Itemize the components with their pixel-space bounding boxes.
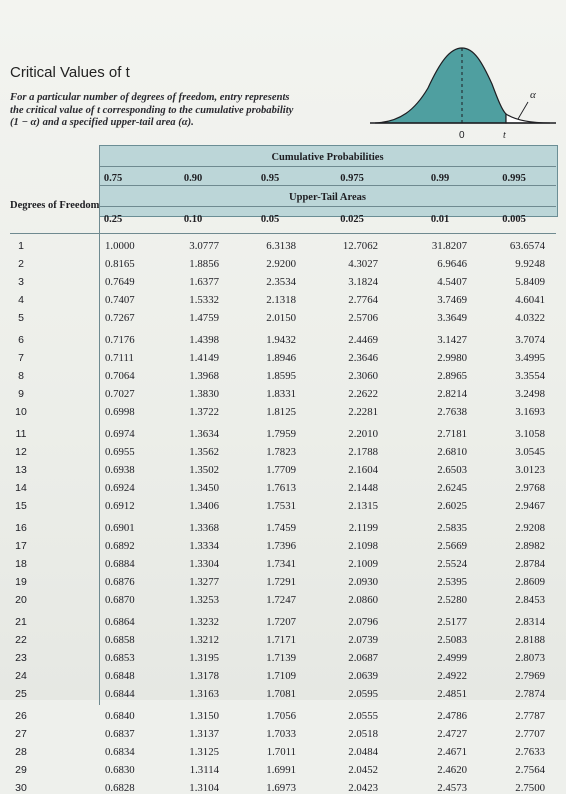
critical-value-cell: 0.6840: [105, 710, 135, 722]
critical-value-cell: 1.7396: [266, 540, 296, 553]
critical-value-cell: 1.3562: [189, 446, 219, 459]
critical-value-cell: 1.3212: [189, 634, 219, 647]
critical-value-cell: 0.6912: [105, 500, 135, 513]
critical-value-cell: 2.4671: [437, 746, 467, 759]
critical-value-cell: 2.5280: [437, 594, 467, 607]
critical-value-cell: 2.0860: [348, 594, 378, 607]
critical-value-cell: 0.7064: [105, 370, 135, 383]
critical-value-cell: 0.6830: [105, 764, 135, 777]
critical-value-cell: 0.8165: [105, 258, 135, 271]
critical-value-cell: 1.7081: [266, 688, 296, 701]
df-value: 21: [15, 616, 27, 628]
critical-value-cell: 0.6858: [105, 634, 135, 647]
df-value: 28: [15, 746, 27, 759]
upper-tail-label: 0.10: [183, 214, 203, 225]
critical-value-cell: 1.7247: [266, 594, 296, 607]
df-value: 23: [15, 652, 27, 665]
critical-value-cell: 4.6041: [515, 294, 545, 307]
critical-value-cell: 0.6924: [105, 482, 135, 495]
cumulative-prob-label: 0.99: [430, 173, 450, 184]
critical-value-cell: 2.1098: [348, 540, 378, 553]
df-value: 3: [18, 276, 24, 289]
critical-value-cell: 2.1448: [348, 482, 378, 495]
critical-value-cell: 1.0000: [105, 240, 135, 252]
critical-value-cell: 2.4573: [437, 782, 467, 794]
table-description: [10, 92, 330, 130]
critical-value-cell: 4.3027: [348, 258, 378, 271]
upper-tail-label: 0.005: [502, 214, 526, 225]
critical-value-cell: 2.6503: [437, 464, 467, 477]
critical-value-cell: 6.3138: [266, 240, 296, 252]
critical-value-cell: 1.3406: [189, 500, 219, 513]
critical-value-cell: 1.3137: [189, 728, 219, 741]
rule: [99, 206, 556, 207]
critical-value-cell: 2.5395: [437, 576, 467, 589]
critical-value-cell: 1.8946: [266, 352, 296, 365]
df-value: 27: [15, 728, 27, 741]
critical-value-cell: 0.7027: [105, 388, 135, 401]
critical-value-cell: 1.7959: [266, 428, 296, 440]
df-value: 1: [18, 240, 24, 252]
critical-value-cell: 3.0777: [189, 240, 219, 252]
critical-value-cell: 2.8214: [437, 388, 467, 401]
critical-value-cell: 0.7267: [105, 312, 135, 325]
critical-value-cell: 1.3195: [189, 652, 219, 665]
critical-value-cell: 2.6810: [437, 446, 467, 459]
upper-tail-label: 0.05: [260, 214, 280, 225]
critical-value-cell: 2.6245: [437, 482, 467, 495]
critical-value-cell: 2.7764: [348, 294, 378, 307]
critical-value-cell: 2.7874: [515, 688, 545, 701]
critical-value-cell: 1.3104: [189, 782, 219, 794]
critical-value-cell: 2.4999: [437, 652, 467, 665]
cumulative-prob-label: 0.995: [502, 173, 526, 184]
critical-value-cell: 1.6377: [189, 276, 219, 289]
critical-value-cell: 1.4149: [189, 352, 219, 365]
critical-value-cell: 1.7291: [266, 576, 296, 589]
critical-value-cell: 1.6991: [266, 764, 296, 777]
critical-value-cell: 0.6998: [105, 406, 135, 419]
critical-value-cell: 3.1824: [348, 276, 378, 289]
critical-value-cell: 2.9208: [515, 522, 545, 534]
critical-value-cell: 1.4759: [189, 312, 219, 325]
critical-value-cell: 2.5706: [348, 312, 378, 325]
critical-value-cell: 1.3277: [189, 576, 219, 589]
critical-value-cell: 2.8609: [515, 576, 545, 589]
df-value: 20: [15, 594, 27, 607]
df-value: 29: [15, 764, 27, 777]
critical-value-cell: 1.3722: [189, 406, 219, 419]
df-value: 15: [15, 500, 27, 513]
rule: [99, 145, 100, 705]
critical-value-cell: 2.8982: [515, 540, 545, 553]
critical-value-cell: 3.1058: [515, 428, 545, 440]
critical-value-cell: 2.3060: [348, 370, 378, 383]
critical-value-cell: 1.7011: [266, 746, 296, 759]
critical-value-cell: 3.3554: [515, 370, 545, 383]
critical-value-cell: 0.6870: [105, 594, 135, 607]
critical-value-cell: 0.7407: [105, 294, 135, 307]
rule: [10, 233, 556, 234]
critical-value-cell: 2.0484: [348, 746, 378, 759]
cumulative-probabilities-header: Cumulative Probabilities: [271, 152, 384, 163]
critical-value-cell: 2.3646: [348, 352, 378, 365]
critical-value-cell: 3.7074: [515, 334, 545, 346]
zero-label: 0: [459, 130, 465, 141]
critical-value-cell: 1.3450: [189, 482, 219, 495]
critical-value-cell: 3.1427: [437, 334, 467, 346]
df-value: 4: [18, 294, 24, 307]
critical-value-cell: 2.7638: [437, 406, 467, 419]
df-value: 16: [15, 522, 27, 534]
df-value: 2: [18, 258, 24, 271]
critical-value-cell: 2.7633: [515, 746, 545, 759]
critical-value-cell: 2.1009: [348, 558, 378, 571]
df-header: Degrees of Freedom: [10, 200, 100, 211]
critical-value-cell: 0.6828: [105, 782, 135, 794]
critical-value-cell: 1.7056: [266, 710, 296, 722]
cumulative-prob-label: 0.95: [260, 173, 280, 184]
critical-value-cell: 2.8965: [437, 370, 467, 383]
critical-value-cell: 0.6853: [105, 652, 135, 665]
critical-value-cell: 2.1315: [348, 500, 378, 513]
critical-value-cell: 2.3534: [266, 276, 296, 289]
critical-value-cell: 2.4851: [437, 688, 467, 701]
critical-value-cell: 0.6876: [105, 576, 135, 589]
critical-value-cell: 0.6955: [105, 446, 135, 459]
critical-value-cell: 1.8856: [189, 258, 219, 271]
critical-value-cell: 2.0423: [348, 782, 378, 794]
critical-value-cell: 2.0150: [266, 312, 296, 325]
critical-value-cell: 2.7181: [437, 428, 467, 440]
critical-value-cell: 2.2010: [348, 428, 378, 440]
critical-value-cell: 1.5332: [189, 294, 219, 307]
df-value: 13: [15, 464, 27, 477]
df-value: 18: [15, 558, 27, 571]
df-value: 9: [18, 388, 24, 401]
critical-value-cell: 1.3178: [189, 670, 219, 683]
critical-value-cell: 2.6025: [437, 500, 467, 513]
critical-value-cell: 2.4727: [437, 728, 467, 741]
critical-value-cell: 6.9646: [437, 258, 467, 271]
critical-value-cell: 4.5407: [437, 276, 467, 289]
df-value: 7: [18, 352, 24, 365]
critical-value-cell: 1.7613: [266, 482, 296, 495]
critical-value-cell: 1.7459: [266, 522, 296, 534]
df-value: 25: [15, 688, 27, 701]
critical-value-cell: 1.9432: [266, 334, 296, 346]
critical-value-cell: 2.4469: [348, 334, 378, 346]
critical-value-cell: 1.8125: [266, 406, 296, 419]
critical-value-cell: 1.7171: [266, 634, 296, 647]
df-value: 12: [15, 446, 27, 459]
critical-value-cell: 2.1318: [266, 294, 296, 307]
critical-value-cell: 2.5083: [437, 634, 467, 647]
critical-value-cell: 2.0687: [348, 652, 378, 665]
critical-value-cell: 1.8331: [266, 388, 296, 401]
critical-value-cell: 2.8073: [515, 652, 545, 665]
upper-tail-label: 0.025: [340, 214, 364, 225]
critical-value-cell: 9.9248: [515, 258, 545, 271]
alpha-label: α: [530, 89, 536, 101]
critical-value-cell: 2.5669: [437, 540, 467, 553]
df-value: 8: [18, 370, 24, 383]
critical-value-cell: 2.1199: [348, 522, 378, 534]
df-value: 14: [15, 482, 27, 495]
description-line: (1 − α) and a specified upper-tail area (α).: [10, 117, 194, 128]
critical-value-cell: 3.3649: [437, 312, 467, 325]
df-value: 26: [15, 710, 27, 722]
critical-value-cell: 2.0555: [348, 710, 378, 722]
critical-value-cell: 3.1693: [515, 406, 545, 419]
description-line: For a particular number of degrees of freedom, entry represents: [10, 92, 290, 103]
rule: [99, 166, 556, 167]
critical-value-cell: 0.7649: [105, 276, 135, 289]
critical-value-cell: 5.8409: [515, 276, 545, 289]
critical-value-cell: 2.8453: [515, 594, 545, 607]
critical-value-cell: 2.9768: [515, 482, 545, 495]
df-value: 30: [15, 782, 27, 794]
critical-value-cell: 2.5177: [437, 616, 467, 628]
critical-value-cell: 2.7787: [515, 710, 545, 722]
critical-value-cell: 2.4620: [437, 764, 467, 777]
df-value: 6: [18, 334, 24, 346]
critical-value-cell: 0.6901: [105, 522, 135, 534]
upper-tail-areas-header: Upper-Tail Areas: [289, 192, 366, 203]
critical-value-cell: 2.8314: [515, 616, 545, 628]
df-value: 11: [15, 428, 27, 440]
cumulative-prob-label: 0.75: [103, 173, 123, 184]
df-value: 24: [15, 670, 27, 683]
critical-value-cell: 31.8207: [431, 240, 467, 252]
critical-value-cell: 1.3150: [189, 710, 219, 722]
critical-value-cell: 1.3968: [189, 370, 219, 383]
df-value: 19: [15, 576, 27, 589]
critical-value-cell: 2.0452: [348, 764, 378, 777]
critical-value-cell: 2.8188: [515, 634, 545, 647]
critical-value-cell: 2.0739: [348, 634, 378, 647]
critical-value-cell: 2.0930: [348, 576, 378, 589]
critical-value-cell: 2.7707: [515, 728, 545, 741]
df-value: 22: [15, 634, 27, 647]
critical-value-cell: 1.7341: [266, 558, 296, 571]
critical-value-cell: 2.9980: [437, 352, 467, 365]
critical-value-cell: 1.7109: [266, 670, 296, 683]
critical-value-cell: 2.1604: [348, 464, 378, 477]
critical-value-cell: 2.4786: [437, 710, 467, 722]
critical-value-cell: 2.9467: [515, 500, 545, 513]
critical-value-cell: 1.3368: [189, 522, 219, 534]
critical-value-cell: 2.5524: [437, 558, 467, 571]
critical-value-cell: 2.5835: [437, 522, 467, 534]
df-value: 5: [18, 312, 24, 325]
critical-value-cell: 1.7139: [266, 652, 296, 665]
critical-value-cell: 0.7176: [105, 334, 135, 346]
cumulative-prob-label: 0.90: [183, 173, 203, 184]
critical-value-cell: 2.8784: [515, 558, 545, 571]
critical-value-cell: 1.4398: [189, 334, 219, 346]
cumulative-prob-label: 0.975: [340, 173, 364, 184]
rule: [99, 185, 556, 186]
critical-value-cell: 0.6938: [105, 464, 135, 477]
critical-value-cell: 0.6837: [105, 728, 135, 741]
critical-value-cell: 0.6892: [105, 540, 135, 553]
critical-value-cell: 2.2281: [348, 406, 378, 419]
critical-value-cell: 12.7062: [342, 240, 378, 252]
critical-value-cell: 2.9200: [266, 258, 296, 271]
critical-value-cell: 0.6848: [105, 670, 135, 683]
critical-value-cell: 2.0518: [348, 728, 378, 741]
critical-value-cell: 1.7823: [266, 446, 296, 459]
critical-value-cell: 1.3163: [189, 688, 219, 701]
critical-value-cell: 2.0639: [348, 670, 378, 683]
critical-value-cell: 2.2622: [348, 388, 378, 401]
critical-value-cell: 3.2498: [515, 388, 545, 401]
description-line: the critical value of t corresponding to the cumulative probability: [10, 104, 294, 116]
critical-value-cell: 1.3125: [189, 746, 219, 759]
upper-tail-label: 0.01: [430, 214, 450, 225]
page-title: Critical Values of t: [10, 64, 130, 81]
critical-value-cell: 2.7969: [515, 670, 545, 683]
upper-tail-label: 0.25: [103, 214, 123, 225]
critical-value-cell: 2.4922: [437, 670, 467, 683]
t-distribution-curve-icon: [370, 40, 556, 145]
df-value: 10: [15, 406, 27, 419]
critical-value-cell: 1.7033: [266, 728, 296, 741]
critical-value-cell: 63.6574: [509, 240, 545, 252]
critical-value-cell: 2.0595: [348, 688, 378, 701]
critical-value-cell: 2.1788: [348, 446, 378, 459]
critical-value-cell: 4.0322: [515, 312, 545, 325]
critical-value-cell: 1.3253: [189, 594, 219, 607]
critical-value-cell: 1.3634: [189, 428, 219, 440]
critical-value-cell: 1.6973: [266, 782, 296, 794]
critical-value-cell: 1.3232: [189, 616, 219, 628]
critical-value-cell: 0.6834: [105, 746, 135, 759]
df-value: 17: [15, 540, 27, 553]
critical-value-cell: 3.4995: [515, 352, 545, 365]
critical-value-cell: 0.6864: [105, 616, 135, 628]
critical-value-cell: 1.8595: [266, 370, 296, 383]
critical-value-cell: 3.0123: [515, 464, 545, 477]
critical-value-cell: 0.7111: [105, 352, 134, 365]
critical-value-cell: 2.7564: [515, 764, 545, 777]
critical-value-cell: 1.3114: [189, 764, 219, 777]
critical-value-cell: 0.6974: [105, 428, 135, 440]
critical-value-cell: 2.0796: [348, 616, 378, 628]
critical-value-cell: 3.7469: [437, 294, 467, 307]
critical-value-cell: 0.6884: [105, 558, 135, 571]
critical-value-cell: 1.7207: [266, 616, 296, 628]
critical-value-cell: 1.7709: [266, 464, 296, 477]
critical-value-cell: 1.7531: [266, 500, 296, 513]
critical-value-cell: 1.3502: [189, 464, 219, 477]
critical-value-cell: 0.6844: [105, 688, 135, 701]
t-label: t: [503, 130, 506, 141]
critical-value-cell: 1.3334: [189, 540, 219, 553]
critical-value-cell: 2.7500: [515, 782, 545, 794]
critical-value-cell: 3.0545: [515, 446, 545, 459]
critical-value-cell: 1.3304: [189, 558, 219, 571]
critical-value-cell: 1.3830: [189, 388, 219, 401]
